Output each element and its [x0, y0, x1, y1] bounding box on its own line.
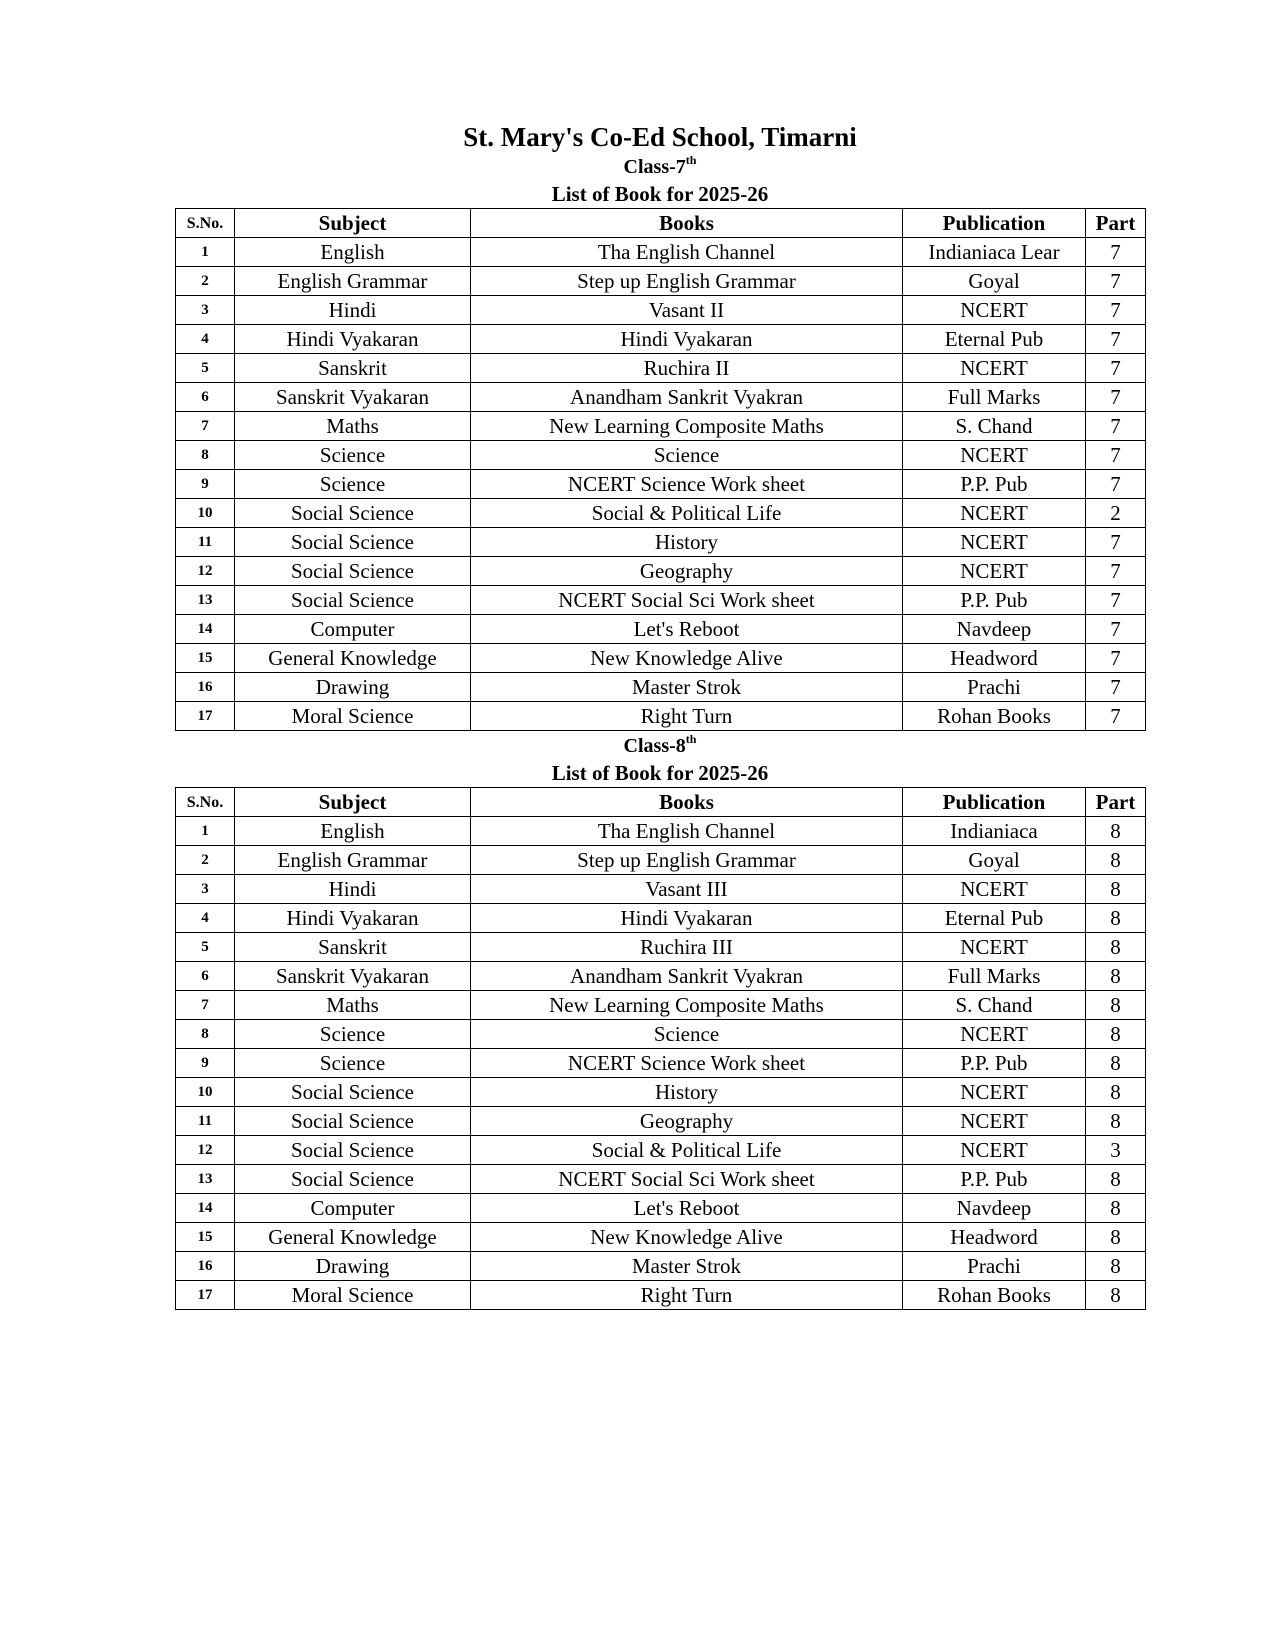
book-cell: Anandham Sankrit Vyakran: [471, 962, 903, 991]
table-row: [176, 1194, 1146, 1223]
part-cell: 8: [1086, 1078, 1146, 1107]
part-cell: 8: [1086, 1194, 1146, 1223]
publication-cell: S. Chand: [903, 991, 1086, 1020]
subject-cell: General Knowledge: [235, 1223, 471, 1252]
sno-header: S.No.: [176, 788, 235, 817]
class-8-heading: [175, 733, 1145, 759]
subject-cell: Social Science: [235, 528, 471, 557]
publication-cell: S. Chand: [903, 412, 1086, 441]
subject-cell: Sanskrit Vyakaran: [235, 383, 471, 412]
subject-cell: English: [235, 238, 471, 267]
sno-cell: 5: [176, 354, 235, 383]
table-row: [176, 412, 1146, 441]
table-row: [176, 1020, 1146, 1049]
publication-cell: P.P. Pub: [903, 470, 1086, 499]
table-row: [176, 557, 1146, 586]
part-cell: 7: [1086, 238, 1146, 267]
subject-cell: Sanskrit: [235, 933, 471, 962]
publication-cell: Prachi: [903, 673, 1086, 702]
part-cell: 7: [1086, 412, 1146, 441]
subject-cell: Science: [235, 470, 471, 499]
class-8-list-title: List of Book for 2025-26: [551, 761, 769, 785]
part-cell: 8: [1086, 904, 1146, 933]
subject-cell: English Grammar: [235, 846, 471, 875]
book-cell: Science: [471, 1020, 903, 1049]
subject-cell: Social Science: [235, 1078, 471, 1107]
publication-cell: P.P. Pub: [903, 1049, 1086, 1078]
part-cell: 7: [1086, 644, 1146, 673]
part-cell: 8: [1086, 875, 1146, 904]
sno-cell: 2: [176, 846, 235, 875]
table-row: [176, 267, 1146, 296]
subject-cell: Moral Science: [235, 1281, 471, 1310]
sno-cell: 12: [176, 1136, 235, 1165]
book-cell: Geography: [471, 557, 903, 586]
subject-header: Subject: [235, 209, 471, 238]
publication-cell: NCERT: [903, 1107, 1086, 1136]
table-row: [176, 875, 1146, 904]
publication-cell: Indianiaca Lear: [903, 238, 1086, 267]
publication-cell: Navdeep: [903, 615, 1086, 644]
subject-cell: Science: [235, 1020, 471, 1049]
publication-cell: Prachi: [903, 1252, 1086, 1281]
sno-cell: 15: [176, 644, 235, 673]
sno-cell: 12: [176, 557, 235, 586]
book-cell: NCERT Science Work sheet: [471, 470, 903, 499]
publication-cell: NCERT: [903, 528, 1086, 557]
part-cell: 2: [1086, 499, 1146, 528]
part-cell: 7: [1086, 296, 1146, 325]
table-row: [176, 904, 1146, 933]
publication-cell: NCERT: [903, 875, 1086, 904]
table-header-row: [176, 788, 1146, 817]
table-row: [176, 846, 1146, 875]
subject-cell: Social Science: [235, 1136, 471, 1165]
book-cell: Anandham Sankrit Vyakran: [471, 383, 903, 412]
subject-cell: Social Science: [235, 499, 471, 528]
subject-cell: Social Science: [235, 1165, 471, 1194]
table-row: [176, 354, 1146, 383]
table-row: [176, 470, 1146, 499]
table-row: [176, 1049, 1146, 1078]
part-cell: 8: [1086, 817, 1146, 846]
table-row: [176, 1223, 1146, 1252]
sno-cell: 1: [176, 817, 235, 846]
sno-cell: 6: [176, 383, 235, 412]
part-cell: 7: [1086, 673, 1146, 702]
subject-cell: General Knowledge: [235, 644, 471, 673]
table-row: [176, 1281, 1146, 1310]
book-cell: NCERT Science Work sheet: [471, 1049, 903, 1078]
class-7-suffix: th: [685, 153, 697, 167]
sno-cell: 10: [176, 499, 235, 528]
part-cell: 7: [1086, 615, 1146, 644]
table-row: [176, 296, 1146, 325]
subject-cell: Hindi Vyakaran: [235, 325, 471, 354]
part-cell: 8: [1086, 1252, 1146, 1281]
subject-cell: Moral Science: [235, 702, 471, 731]
publication-header: Publication: [903, 788, 1086, 817]
class-8-book-table: [175, 787, 1146, 1310]
class-8-label: Class-8: [623, 735, 686, 757]
table-row: [176, 1165, 1146, 1194]
publication-cell: Indianiaca: [903, 817, 1086, 846]
table-row: [176, 586, 1146, 615]
sno-cell: 1: [176, 238, 235, 267]
publication-cell: Headword: [903, 644, 1086, 673]
book-cell: Geography: [471, 1107, 903, 1136]
books-header: Books: [471, 788, 903, 817]
subject-cell: Social Science: [235, 586, 471, 615]
publication-cell: NCERT: [903, 354, 1086, 383]
sno-cell: 14: [176, 615, 235, 644]
class-7-table-body: [176, 238, 1146, 731]
subject-cell: Hindi Vyakaran: [235, 904, 471, 933]
book-cell: Let's Reboot: [471, 1194, 903, 1223]
sno-cell: 9: [176, 1049, 235, 1078]
sno-cell: 14: [176, 1194, 235, 1223]
book-cell: Step up English Grammar: [471, 267, 903, 296]
sno-cell: 4: [176, 904, 235, 933]
book-cell: Tha English Channel: [471, 238, 903, 267]
sno-cell: 4: [176, 325, 235, 354]
sno-cell: 10: [176, 1078, 235, 1107]
publication-cell: Full Marks: [903, 383, 1086, 412]
subject-cell: Computer: [235, 1194, 471, 1223]
publication-cell: P.P. Pub: [903, 586, 1086, 615]
books-header: Books: [471, 209, 903, 238]
book-cell: NCERT Social Sci Work sheet: [471, 1165, 903, 1194]
sno-cell: 9: [176, 470, 235, 499]
part-cell: 8: [1086, 991, 1146, 1020]
subject-cell: Maths: [235, 412, 471, 441]
book-cell: New Learning Composite Maths: [471, 991, 903, 1020]
table-row: [176, 1107, 1146, 1136]
publication-cell: Rohan Books: [903, 1281, 1086, 1310]
publication-cell: NCERT: [903, 1020, 1086, 1049]
part-cell: 7: [1086, 470, 1146, 499]
publication-cell: Navdeep: [903, 1194, 1086, 1223]
publication-cell: Rohan Books: [903, 702, 1086, 731]
part-cell: 8: [1086, 933, 1146, 962]
book-cell: Science: [471, 441, 903, 470]
book-cell: Hindi Vyakaran: [471, 325, 903, 354]
table-row: [176, 528, 1146, 557]
subject-cell: Maths: [235, 991, 471, 1020]
publication-cell: P.P. Pub: [903, 1165, 1086, 1194]
part-cell: 7: [1086, 702, 1146, 731]
sno-cell: 15: [176, 1223, 235, 1252]
book-cell: Vasant III: [471, 875, 903, 904]
part-header: Part: [1086, 209, 1146, 238]
book-cell: Master Strok: [471, 1252, 903, 1281]
book-cell: New Learning Composite Maths: [471, 412, 903, 441]
part-cell: 8: [1086, 962, 1146, 991]
class-8-table-body: [176, 817, 1146, 1310]
book-cell: Tha English Channel: [471, 817, 903, 846]
subject-cell: Drawing: [235, 673, 471, 702]
part-cell: 8: [1086, 1281, 1146, 1310]
sno-cell: 3: [176, 296, 235, 325]
book-cell: New Knowledge Alive: [471, 1223, 903, 1252]
book-cell: History: [471, 1078, 903, 1107]
sno-cell: 17: [176, 1281, 235, 1310]
publication-cell: NCERT: [903, 1136, 1086, 1165]
sno-cell: 6: [176, 962, 235, 991]
table-row: [176, 238, 1146, 267]
sno-cell: 7: [176, 412, 235, 441]
publication-cell: Goyal: [903, 846, 1086, 875]
sno-cell: 5: [176, 933, 235, 962]
sno-cell: 8: [176, 1020, 235, 1049]
book-cell: Ruchira II: [471, 354, 903, 383]
book-list-document: [175, 120, 1145, 1310]
book-cell: Right Turn: [471, 702, 903, 731]
class-8-suffix: th: [685, 732, 697, 746]
publication-cell: Goyal: [903, 267, 1086, 296]
publication-header: Publication: [903, 209, 1086, 238]
table-row: [176, 962, 1146, 991]
part-cell: 7: [1086, 354, 1146, 383]
publication-cell: NCERT: [903, 296, 1086, 325]
book-cell: Social & Political Life: [471, 499, 903, 528]
subject-cell: Social Science: [235, 1107, 471, 1136]
sno-cell: 16: [176, 1252, 235, 1281]
part-cell: 8: [1086, 1107, 1146, 1136]
part-cell: 7: [1086, 528, 1146, 557]
book-cell: Social & Political Life: [471, 1136, 903, 1165]
part-cell: 7: [1086, 383, 1146, 412]
subject-cell: Hindi: [235, 875, 471, 904]
sno-cell: 17: [176, 702, 235, 731]
table-row: [176, 702, 1146, 731]
subject-header: Subject: [235, 788, 471, 817]
table-row: [176, 1252, 1146, 1281]
subject-cell: Sanskrit: [235, 354, 471, 383]
table-row: [176, 1136, 1146, 1165]
book-cell: Master Strok: [471, 673, 903, 702]
sno-cell: 8: [176, 441, 235, 470]
sno-cell: 11: [176, 528, 235, 557]
part-cell: 8: [1086, 1049, 1146, 1078]
part-cell: 7: [1086, 586, 1146, 615]
part-cell: 7: [1086, 267, 1146, 296]
publication-cell: NCERT: [903, 557, 1086, 586]
subject-cell: Sanskrit Vyakaran: [235, 962, 471, 991]
table-row: [176, 673, 1146, 702]
table-header-row: [176, 209, 1146, 238]
table-row: [176, 383, 1146, 412]
part-cell: 8: [1086, 1020, 1146, 1049]
table-row: [176, 499, 1146, 528]
table-row: [176, 1078, 1146, 1107]
publication-cell: NCERT: [903, 1078, 1086, 1107]
school-name: St. Mary's Co-Ed School, Timarni: [463, 122, 857, 152]
sno-cell: 2: [176, 267, 235, 296]
sno-cell: 13: [176, 586, 235, 615]
part-header: Part: [1086, 788, 1146, 817]
publication-cell: Headword: [903, 1223, 1086, 1252]
subject-cell: Computer: [235, 615, 471, 644]
publication-cell: Eternal Pub: [903, 904, 1086, 933]
class-7-heading: [175, 154, 1145, 180]
sno-cell: 13: [176, 1165, 235, 1194]
subject-cell: Science: [235, 441, 471, 470]
table-row: [176, 991, 1146, 1020]
class-7-list-title: List of Book for 2025-26: [551, 182, 769, 206]
sno-cell: 16: [176, 673, 235, 702]
part-cell: 8: [1086, 1165, 1146, 1194]
subject-cell: English: [235, 817, 471, 846]
part-cell: 8: [1086, 846, 1146, 875]
part-cell: 7: [1086, 557, 1146, 586]
publication-cell: Full Marks: [903, 962, 1086, 991]
sno-header: S.No.: [176, 209, 235, 238]
publication-cell: NCERT: [903, 933, 1086, 962]
sno-cell: 7: [176, 991, 235, 1020]
book-cell: Step up English Grammar: [471, 846, 903, 875]
book-cell: Hindi Vyakaran: [471, 904, 903, 933]
table-row: [176, 325, 1146, 354]
subject-cell: Hindi: [235, 296, 471, 325]
table-row: [176, 644, 1146, 673]
table-row: [176, 441, 1146, 470]
subject-cell: Science: [235, 1049, 471, 1078]
book-cell: New Knowledge Alive: [471, 644, 903, 673]
table-row: [176, 933, 1146, 962]
book-cell: Ruchira III: [471, 933, 903, 962]
sno-cell: 3: [176, 875, 235, 904]
class-7-label: Class-7: [623, 156, 686, 178]
publication-cell: Eternal Pub: [903, 325, 1086, 354]
table-row: [176, 615, 1146, 644]
book-cell: Let's Reboot: [471, 615, 903, 644]
sno-cell: 11: [176, 1107, 235, 1136]
part-cell: 8: [1086, 1223, 1146, 1252]
book-cell: Vasant II: [471, 296, 903, 325]
subject-cell: English Grammar: [235, 267, 471, 296]
part-cell: 7: [1086, 325, 1146, 354]
publication-cell: NCERT: [903, 441, 1086, 470]
subject-cell: Drawing: [235, 1252, 471, 1281]
part-cell: 3: [1086, 1136, 1146, 1165]
publication-cell: NCERT: [903, 499, 1086, 528]
table-row: [176, 817, 1146, 846]
part-cell: 7: [1086, 441, 1146, 470]
class-7-book-table: [175, 208, 1146, 731]
subject-cell: Social Science: [235, 557, 471, 586]
book-cell: History: [471, 528, 903, 557]
book-cell: Right Turn: [471, 1281, 903, 1310]
book-cell: NCERT Social Sci Work sheet: [471, 586, 903, 615]
